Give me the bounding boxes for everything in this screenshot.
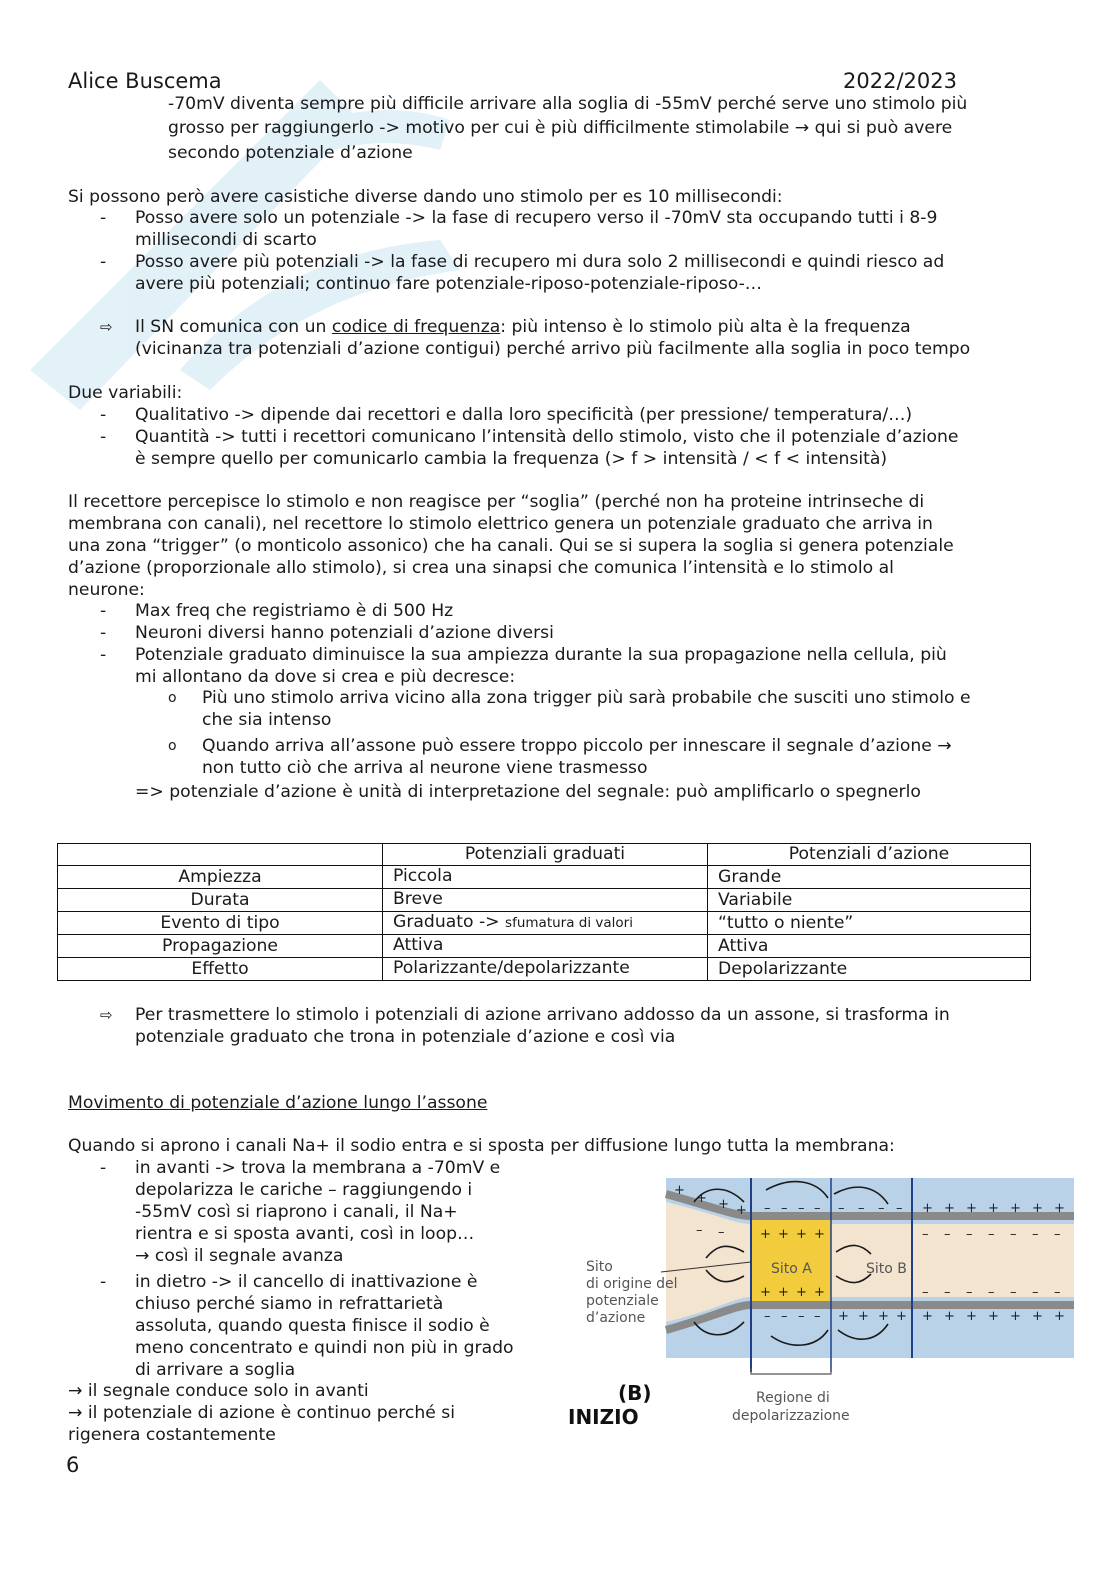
svg-text:+: + [778,1227,789,1242]
svg-text:+: + [966,1309,977,1324]
origin-label: Sito [586,1259,613,1275]
section-title: Movimento di potenziale d’azione lungo l’assone [68,1093,488,1113]
dash-bullet: - [100,645,107,665]
svg-text:+: + [838,1309,849,1324]
site-a-label: Sito A [771,1261,812,1277]
svg-text:+: + [796,1285,807,1300]
svg-text:+: + [988,1309,999,1324]
svg-text:+: + [1010,1309,1021,1324]
underlined-term: codice di frequenza [331,317,501,337]
svg-text:–: – [764,1201,771,1216]
svg-text:–: – [966,1285,973,1300]
svg-text:+: + [858,1309,869,1324]
svg-text:+: + [796,1227,807,1242]
svg-text:–: – [988,1285,995,1300]
header-author: Alice Buscema [68,69,222,93]
table-row: Effetto Polarizzante/depolarizzante Depolarizzante [58,958,1031,981]
dash-bullet: - [100,405,107,425]
dash-bullet: - [100,427,107,447]
svg-text:–: – [858,1201,865,1216]
svg-text:+: + [988,1201,999,1216]
page-number: 6 [66,1453,80,1477]
svg-text:+: + [896,1309,907,1324]
svg-text:+: + [778,1285,789,1300]
svg-text:+: + [1054,1201,1065,1216]
start-label: INIZIO [568,1405,639,1429]
header-year: 2022/2023 [843,69,957,93]
svg-text:+: + [966,1201,977,1216]
svg-text:+: + [814,1285,825,1300]
dash-bullet: - [100,1158,107,1178]
svg-text:–: – [814,1201,821,1216]
table-row: Propagazione Attiva Attiva [58,935,1031,958]
svg-text:–: – [944,1285,951,1300]
svg-text:+: + [944,1309,955,1324]
arrow-icon: ⇨ [100,1006,113,1024]
svg-text:+: + [1054,1309,1065,1324]
svg-text:–: – [1054,1227,1061,1242]
svg-text:–: – [966,1227,973,1242]
svg-text:+: + [878,1309,889,1324]
svg-text:–: – [1054,1285,1061,1300]
arrow-icon: ⇨ [100,318,113,336]
table-row: Evento di tipo Graduato -> sfumatura di valori “tutto o niente” [58,912,1031,935]
dash-bullet: - [100,1272,107,1292]
movimento-conclusions: → il segnale conduce solo in avanti → il potenziale di azione è continuo perché si rigenera costantemente [68,1381,456,1445]
svg-text:–: – [696,1223,703,1238]
svg-text:+: + [814,1227,825,1242]
svg-text:–: – [798,1309,805,1324]
paragraph-movimento: Quando si aprono i canali Na+ il sodio entra e si sposta per diffusione lungo tutta la membrana: [68,1136,895,1156]
svg-text:–: – [922,1285,929,1300]
dash-bullet: - [100,601,107,621]
dash-bullet: - [100,623,107,643]
svg-text:–: – [944,1227,951,1242]
table-header-row [58,844,1031,866]
dash-bullet: - [100,208,107,228]
svg-text:–: – [838,1201,845,1216]
svg-text:+: + [1032,1309,1043,1324]
circle-bullet: o [168,690,177,706]
svg-text:+: + [760,1285,771,1300]
panel-label: (B) [618,1381,652,1405]
svg-text:–: – [814,1309,821,1324]
svg-text:–: – [1010,1227,1017,1242]
comparison-table [57,843,1031,981]
site-b-label: Sito B [866,1261,907,1277]
origin-label: di origine del [586,1276,678,1292]
circle-bullet: o [168,738,177,754]
svg-text:+: + [1032,1201,1043,1216]
svg-text:–: – [1010,1285,1017,1300]
svg-text:–: – [896,1201,903,1216]
dash-bullet: - [100,252,107,272]
svg-text:–: – [1032,1227,1039,1242]
svg-text:+: + [696,1191,707,1206]
region-label: Regione di [756,1390,830,1406]
region-bracket [751,1368,831,1374]
table-row: Ampiezza Piccola Grande [58,866,1031,889]
svg-text:–: – [922,1227,929,1242]
table-header-cell [58,844,383,866]
conclusion-line: => potenziale d’azione è unità di interpretazione del segnale: può amplificarlo o spegnerlo [135,782,921,802]
svg-text:–: – [1032,1285,1039,1300]
svg-text:–: – [878,1201,885,1216]
axon-depolarization-figure [566,1172,1078,1434]
paragraph-casistiche: Si possono però avere casistiche diverse dando uno stimolo per es 10 millisecondi: [68,187,783,207]
intro-line: secondo potenziale d’azione [168,143,413,163]
svg-text:+: + [760,1227,771,1242]
paragraph-recettore: Il recettore percepisce lo stimolo e non reagisce per “soglia” (perché non ha proteine intrinseche di membrana con canali), nel recettore lo stimolo elettrico genera un potenziale graduato che arriva in una zona “trigger” (o monticolo assonico) che ha canali. Qui se si supera la soglia si genera potenziale d’azione (proporzionale allo stimolo), si crea una sinapsi che comunica l’intensità e lo stimolo al neurone: [68,492,954,600]
svg-text:+: + [674,1183,685,1198]
svg-text:+: + [944,1201,955,1216]
svg-text:–: – [781,1201,788,1216]
paragraph-variabili: Due variabili: [68,383,183,403]
svg-text:–: – [988,1227,995,1242]
svg-text:–: – [781,1309,788,1324]
table-header-cell: Potenziali graduati [383,844,708,866]
intro-line: grosso per raggiungerlo -> motivo per cui è più difficilmente stimolabile → qui si può avere [168,118,953,138]
svg-text:–: – [718,1225,725,1240]
intro-line: -70mV diventa sempre più difficile arrivare alla soglia di -55mV perché serve uno stimolo più [168,94,968,114]
svg-text:+: + [922,1201,933,1216]
region-label: depolarizzazione [732,1408,850,1424]
svg-text:+: + [736,1203,747,1218]
table-header-cell: Potenziali d’azione [708,844,1031,866]
svg-text:–: – [798,1201,805,1216]
origin-label: d’azione [586,1310,646,1326]
svg-text:+: + [922,1309,933,1324]
svg-text:+: + [718,1197,729,1212]
table-row: Durata Breve Variabile [58,889,1031,912]
svg-text:+: + [1010,1201,1021,1216]
origin-label: potenziale [586,1293,659,1309]
svg-text:–: – [764,1309,771,1324]
